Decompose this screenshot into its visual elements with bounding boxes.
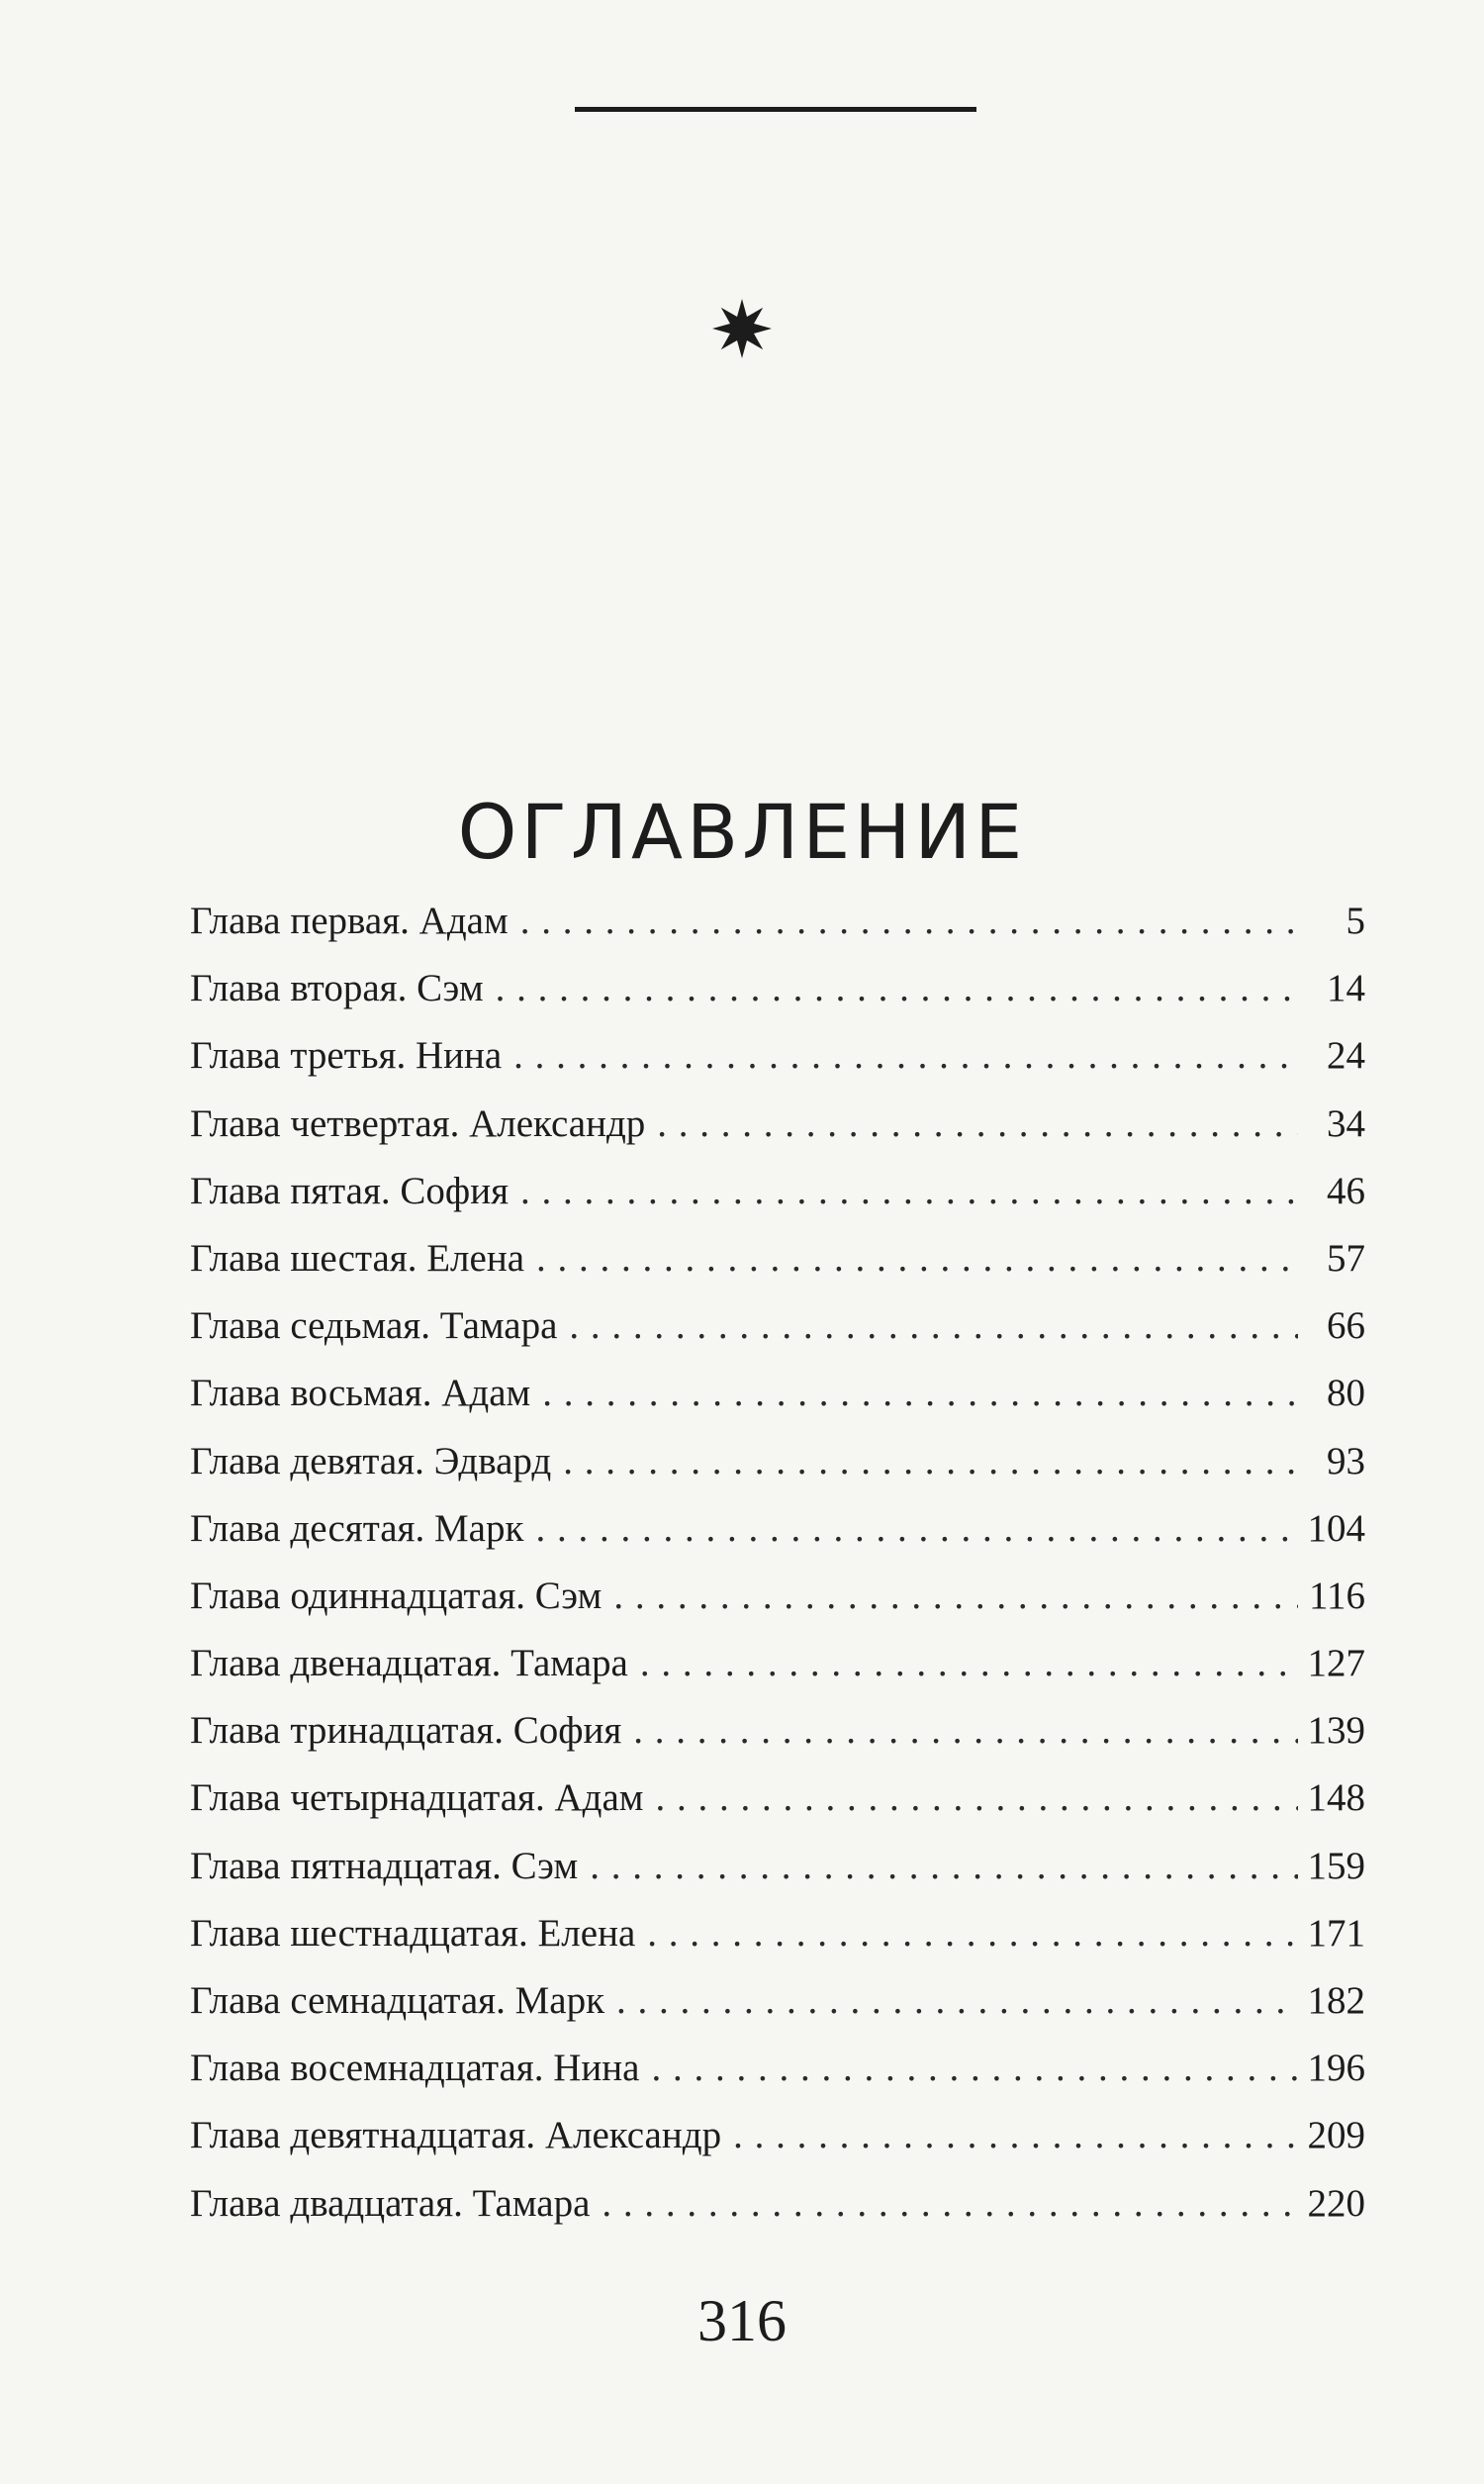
toc-entry — [190, 1091, 1365, 1158]
dot-leader — [647, 1900, 1298, 1967]
toc-entry — [190, 1967, 1365, 2035]
chapter-page: 66 — [1327, 1304, 1365, 1348]
toc-entry — [190, 1765, 1365, 1832]
chapter-page: 182 — [1307, 1979, 1365, 2022]
chapter-page: 159 — [1307, 1844, 1365, 1887]
chapter-title: Глава восьмая. Адам — [190, 1372, 531, 1415]
toc-entry — [190, 1495, 1365, 1563]
chapter-title: Глава шестнадцатая. Елена — [190, 1911, 636, 1955]
chapter-title: Глава шестая. Елена — [190, 1236, 525, 1280]
dot-leader — [613, 1563, 1298, 1630]
dot-leader — [651, 2035, 1298, 2102]
chapter-title: Глава первая. Адам — [190, 900, 509, 942]
toc-entry — [190, 1697, 1365, 1765]
chapter-title: Глава десятая. Марк — [190, 1506, 524, 1550]
dot-leader — [563, 1428, 1298, 1495]
toc-entry — [190, 1563, 1365, 1630]
dot-leader — [520, 1158, 1298, 1225]
chapter-page: 127 — [1307, 1642, 1365, 1685]
chapter-title: Глава четырнадцатая. Адам — [190, 1776, 644, 1820]
toc-entry — [190, 2102, 1365, 2169]
toc-list — [190, 888, 1365, 2238]
chapter-page: 209 — [1307, 2114, 1365, 2157]
chapter-page: 116 — [1308, 1574, 1365, 1617]
chapter-title: Глава девятнадцатая. Александр — [190, 2114, 722, 2157]
ornament — [0, 297, 1484, 376]
toc-entry — [190, 1225, 1365, 1292]
chapter-title: Глава двадцатая. Тамара — [190, 2181, 591, 2225]
toc-entry — [190, 2170, 1365, 2238]
toc-entry — [190, 888, 1365, 955]
dot-leader — [520, 888, 1298, 955]
toc-entry — [190, 1360, 1365, 1427]
dot-leader — [616, 1967, 1298, 2035]
chapter-page: 24 — [1327, 1034, 1365, 1078]
dot-leader — [655, 1765, 1298, 1832]
dot-leader — [657, 1091, 1298, 1158]
toc-heading: ОГЛАВЛЕНИЕ — [457, 787, 1027, 876]
chapter-page: 148 — [1307, 1776, 1365, 1820]
toc-entry — [190, 1022, 1365, 1090]
chapter-page: 46 — [1327, 1169, 1365, 1212]
top-rule-divider — [575, 107, 976, 112]
dot-leader — [569, 1292, 1298, 1360]
chapter-title: Глава вторая. Сэм — [190, 967, 484, 1010]
toc-entry — [190, 1292, 1365, 1360]
dot-leader — [542, 1360, 1298, 1427]
toc-entry — [190, 1900, 1365, 1967]
chapter-page: 5 — [1345, 900, 1365, 942]
chapter-title: Глава тринадцатая. София — [190, 1709, 622, 1753]
dot-leader — [590, 1833, 1298, 1900]
chapter-page: 80 — [1327, 1372, 1365, 1415]
chapter-title: Глава восемнадцатая. Нина — [190, 2047, 640, 2090]
chapter-title: Глава одиннадцатая. Сэм — [190, 1574, 603, 1617]
chapter-title: Глава третья. Нина — [190, 1034, 503, 1078]
page-number: 316 — [697, 2288, 787, 2353]
dot-leader — [496, 955, 1298, 1022]
dot-leader — [733, 2102, 1298, 2169]
dot-leader — [633, 1697, 1298, 1765]
chapter-page: 57 — [1327, 1236, 1365, 1280]
dot-leader — [640, 1630, 1298, 1697]
chapter-page: 171 — [1307, 1911, 1365, 1955]
chapter-page: 34 — [1327, 1101, 1365, 1145]
chapter-page: 93 — [1327, 1439, 1365, 1482]
toc-entry — [190, 2035, 1365, 2102]
chapter-title: Глава пятая. София — [190, 1169, 510, 1212]
toc-entry — [190, 955, 1365, 1022]
toc-entry — [190, 1630, 1365, 1697]
toc-entry — [190, 1833, 1365, 1900]
chapter-page: 220 — [1307, 2181, 1365, 2225]
toc-entry — [190, 1428, 1365, 1495]
chapter-title: Глава двенадцатая. Тамара — [190, 1642, 628, 1685]
chapter-page: 14 — [1327, 967, 1365, 1010]
chapter-title: Глава пятнадцатая. Сэм — [190, 1844, 579, 1887]
chapter-title: Глава семнадцатая. Марк — [190, 1979, 605, 2022]
chapter-title: Глава четвертая. Александр — [190, 1101, 646, 1145]
chapter-page: 196 — [1307, 2047, 1365, 2090]
chapter-title: Глава седьмая. Тамара — [190, 1304, 558, 1348]
chapter-page: 104 — [1307, 1506, 1365, 1550]
chapter-page: 139 — [1307, 1709, 1365, 1753]
eight-pointed-star-icon — [710, 297, 774, 360]
dot-leader — [535, 1495, 1298, 1563]
dot-leader — [602, 2170, 1298, 2238]
dot-leader — [536, 1225, 1298, 1292]
toc-entry — [190, 1158, 1365, 1225]
chapter-title: Глава девятая. Эдвард — [190, 1439, 552, 1482]
dot-leader — [513, 1022, 1298, 1090]
